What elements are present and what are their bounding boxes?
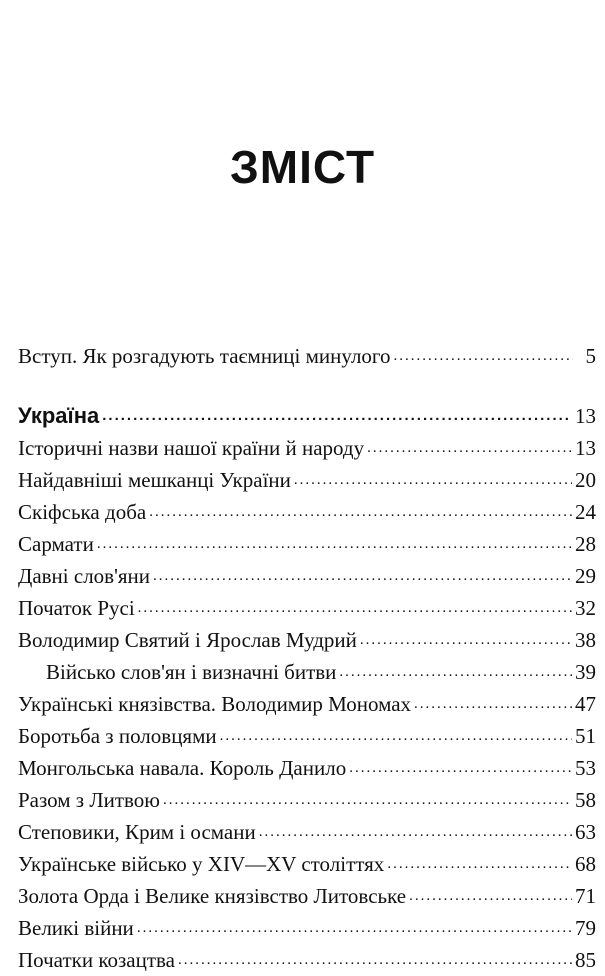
toc-entry-page: 38 bbox=[575, 628, 596, 652]
leader-dots bbox=[414, 688, 572, 720]
leader-dots bbox=[102, 400, 572, 432]
leader-dots bbox=[349, 752, 572, 784]
leader-dots bbox=[394, 340, 573, 372]
toc-entry bbox=[18, 720, 596, 752]
toc-entry bbox=[18, 464, 596, 496]
toc-entry-page: 68 bbox=[575, 852, 596, 876]
leader-dots bbox=[178, 944, 572, 976]
toc-entry bbox=[18, 496, 596, 528]
leader-dots bbox=[149, 496, 572, 528]
toc-entry-page: 29 bbox=[575, 564, 596, 588]
toc-entry-page: 39 bbox=[575, 660, 596, 684]
toc-entry bbox=[18, 432, 596, 464]
toc-entry-page: 20 bbox=[575, 468, 596, 492]
toc-entry-label: Степовики, Крим і османи bbox=[18, 820, 256, 844]
leader-dots bbox=[137, 912, 572, 944]
toc-entry-label: Володимир Святий і Ярослав Мудрий bbox=[18, 628, 357, 652]
toc-entry-label: Золота Орда і Велике князівство Литовське bbox=[18, 884, 407, 908]
toc-entry-label: Початок Русі bbox=[18, 596, 135, 620]
leader-dots bbox=[294, 464, 572, 496]
toc-section-label: Україна bbox=[18, 403, 100, 428]
toc-subentry bbox=[18, 656, 596, 688]
toc-entry-page: 53 bbox=[575, 756, 596, 780]
toc-entry-page: 24 bbox=[575, 500, 596, 524]
toc-entry-page: 79 bbox=[575, 916, 596, 940]
leader-dots bbox=[409, 880, 572, 912]
toc-entry-label: Військо слов'ян і визначні битви bbox=[46, 660, 337, 684]
toc-entry-label: Монгольська навала. Король Данило bbox=[18, 756, 347, 780]
leader-dots bbox=[360, 624, 572, 656]
toc-entry bbox=[18, 880, 596, 912]
toc-entry-label: Давні слов'яни bbox=[18, 564, 151, 588]
leader-dots bbox=[367, 432, 572, 464]
toc-entry-label: Найдавніші мешканці України bbox=[18, 468, 291, 492]
leader-dots bbox=[138, 592, 572, 624]
toc-entry bbox=[18, 784, 596, 816]
toc-entry-label: Початки козацтва bbox=[18, 948, 175, 972]
toc-entry-label: Скіфська доба bbox=[18, 500, 147, 524]
toc-entry bbox=[18, 848, 596, 880]
toc-entry-label: Разом з Литвою bbox=[18, 788, 160, 812]
leader-dots bbox=[97, 528, 572, 560]
leader-dots bbox=[163, 784, 572, 816]
toc-entry-page: 5 bbox=[585, 344, 596, 368]
toc-section-page: 13 bbox=[575, 404, 596, 428]
toc-entry-label: Українські князівства. Володимир Мономах bbox=[18, 692, 412, 716]
page-title: ЗМІСТ bbox=[229, 141, 376, 193]
toc-section-ukraine bbox=[18, 400, 596, 432]
leader-dots bbox=[339, 656, 572, 688]
toc-entry bbox=[18, 912, 596, 944]
toc-entry-label: Вступ. Як розгадують таємниці минулого bbox=[18, 344, 391, 368]
leader-dots bbox=[259, 816, 572, 848]
toc-entry bbox=[18, 816, 596, 848]
toc-entry-page: 71 bbox=[575, 884, 596, 908]
toc-entry-label: Великі війни bbox=[18, 916, 134, 940]
leader-dots bbox=[153, 560, 572, 592]
toc-entry bbox=[18, 752, 596, 784]
toc-entry bbox=[18, 624, 596, 656]
toc-entry-label: Боротьба з половцями bbox=[18, 724, 217, 748]
toc-entry-intro bbox=[18, 340, 596, 372]
toc-entry bbox=[18, 944, 596, 976]
toc-entry bbox=[18, 560, 596, 592]
toc-entry-label: Сармати bbox=[18, 532, 94, 556]
toc-entry-label: Історичні назви нашої країни й народу bbox=[18, 436, 365, 460]
table-of-contents bbox=[18, 340, 596, 976]
leader-dots bbox=[387, 848, 572, 880]
toc-entry-page: 58 bbox=[575, 788, 596, 812]
toc-entry-page: 28 bbox=[575, 532, 596, 556]
toc-entry-label: Українське військо у XIV—XV століттях bbox=[18, 852, 385, 876]
toc-entry bbox=[18, 688, 596, 720]
toc-entry-page: 85 bbox=[575, 948, 596, 972]
toc-entry-page: 32 bbox=[575, 596, 596, 620]
toc-entry bbox=[18, 592, 596, 624]
toc-entry-page: 51 bbox=[575, 724, 596, 748]
toc-entry-page: 63 bbox=[575, 820, 596, 844]
toc-entry-page: 47 bbox=[575, 692, 596, 716]
toc-entry bbox=[18, 528, 596, 560]
leader-dots bbox=[220, 720, 572, 752]
toc-entry-page: 13 bbox=[575, 436, 596, 460]
